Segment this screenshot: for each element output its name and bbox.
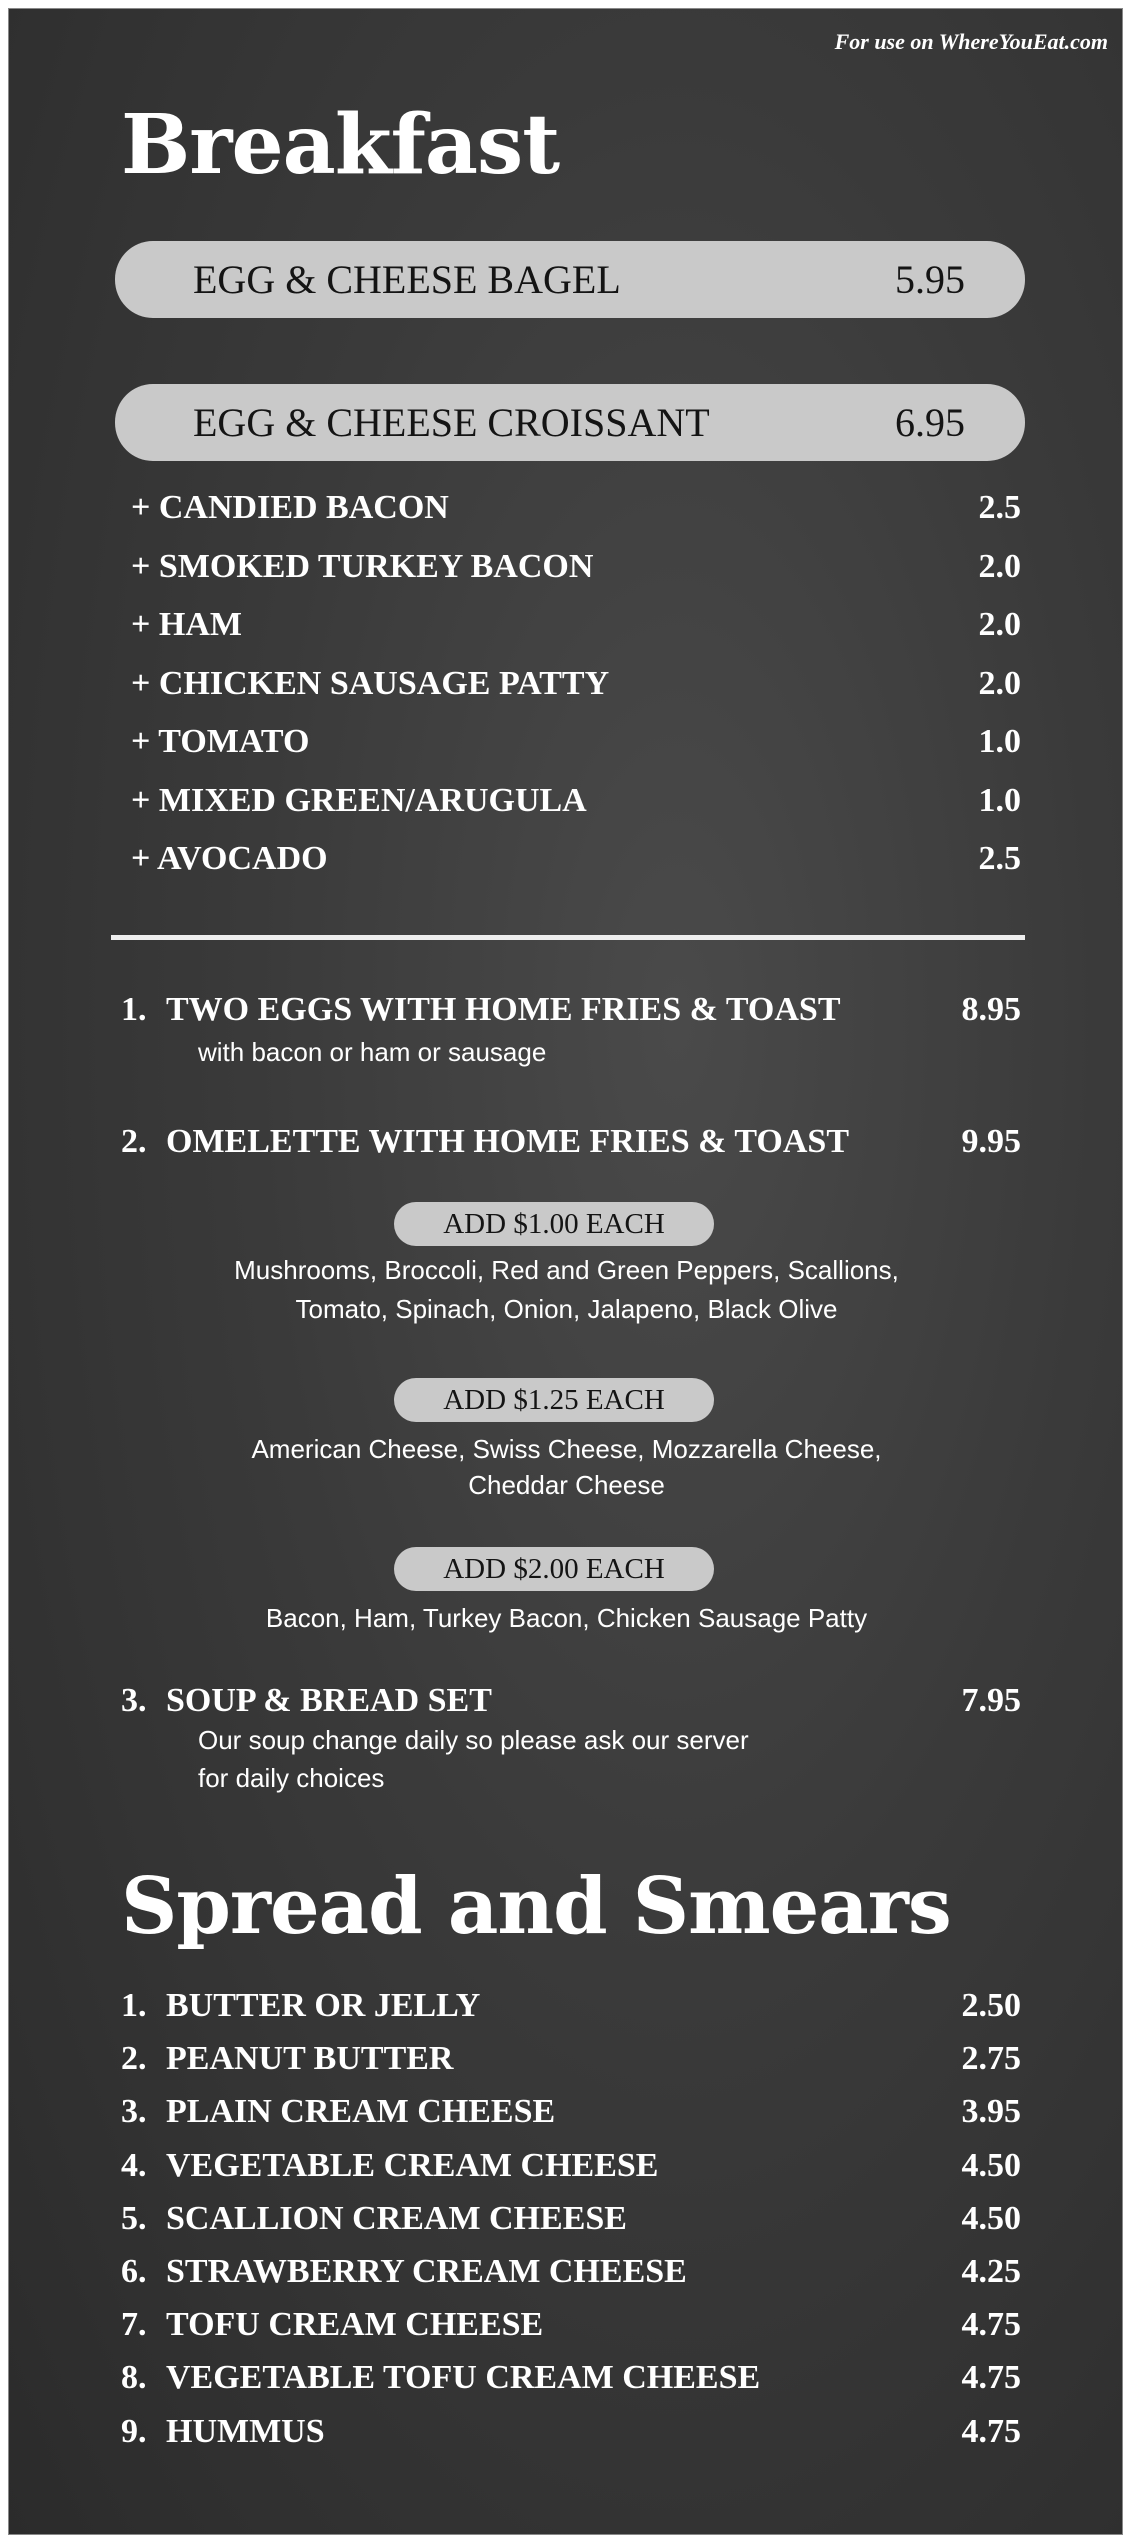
item-name: SCALLION CREAM CHEESE — [166, 2199, 627, 2237]
spread-item — [121, 2252, 1021, 2292]
item-description: Our soup change daily so please ask our server — [198, 1725, 749, 1755]
extras-list: Mushrooms, Broccoli, Red and Green Peppers, Scallions, — [234, 1255, 899, 1285]
addon-price: 1.0 — [978, 723, 1021, 760]
item-description: with bacon or ham or sausage — [198, 1037, 547, 1067]
item-number: 5. — [121, 2199, 147, 2237]
spread-item — [121, 2092, 1021, 2132]
item-price: 2.75 — [961, 2040, 1021, 2078]
spread-item — [121, 2412, 1021, 2452]
addon-row — [131, 605, 1021, 645]
extras-list: Bacon, Ham, Turkey Bacon, Chicken Sausage Patty — [265, 1603, 868, 1633]
item-number: 1. — [121, 1987, 147, 2024]
item-price: 2.50 — [961, 1987, 1021, 2024]
item-price: 7.95 — [961, 1682, 1021, 1719]
item-name: HUMMUS — [166, 2412, 325, 2450]
spread-item — [121, 1986, 1021, 2026]
item-number: 6. — [121, 2253, 147, 2290]
item-number: 4. — [121, 2146, 147, 2184]
add-price-badge: ADD $1.25 EACH — [394, 1378, 714, 1422]
item-name: EGG & CHEESE BAGEL — [193, 257, 621, 302]
spread-item — [121, 2146, 1021, 2186]
menu-board — [8, 8, 1123, 2535]
addon-price: 2.0 — [978, 665, 1021, 702]
item-price: 8.95 — [961, 991, 1021, 1028]
item-name: EGG & CHEESE CROISSANT — [193, 400, 710, 445]
menu-item — [121, 1681, 1021, 1721]
item-number: 8. — [121, 2359, 147, 2397]
item-name: TOFU CREAM CHEESE — [166, 2306, 544, 2344]
item-number: 7. — [121, 2306, 147, 2344]
addon-price: 2.5 — [978, 489, 1021, 526]
addon-name: + TOMATO — [131, 723, 310, 760]
item-name: OMELETTE WITH HOME FRIES & TOAST — [166, 1123, 850, 1160]
addon-row — [131, 547, 1021, 587]
addon-name: + CHICKEN SAUSAGE PATTY — [131, 665, 610, 702]
item-number: 9. — [121, 2412, 147, 2450]
item-price: 4.75 — [961, 2359, 1021, 2397]
extras-list: Tomato, Spinach, Onion, Jalapeno, Black Olive — [295, 1294, 838, 1324]
item-number: 1. — [121, 991, 147, 1028]
breakfast-heading: Breakfast — [121, 97, 560, 193]
item-price: 4.50 — [961, 2199, 1021, 2237]
item-name: TWO EGGS WITH HOME FRIES & TOAST — [166, 991, 841, 1028]
featured-item — [115, 241, 1025, 318]
item-price: 3.95 — [961, 2093, 1021, 2131]
item-price: 4.50 — [961, 2146, 1021, 2184]
menu-item — [121, 1122, 1021, 1162]
spread-item — [121, 2199, 1021, 2239]
item-price: 4.75 — [961, 2306, 1021, 2344]
item-price: 5.95 — [895, 257, 965, 302]
item-name: VEGETABLE CREAM CHEESE — [166, 2146, 659, 2184]
addon-row — [131, 488, 1021, 528]
featured-item — [115, 384, 1025, 461]
spread-item — [121, 2039, 1021, 2079]
addon-name: + SMOKED TURKEY BACON — [131, 548, 594, 585]
item-number: 3. — [121, 2093, 147, 2131]
item-price: 6.95 — [895, 400, 965, 445]
item-number: 3. — [121, 1682, 147, 1719]
watermark: For use on WhereYouEat.com — [834, 29, 1108, 54]
addon-name: + CANDIED BACON — [131, 489, 449, 526]
item-name: VEGETABLE TOFU CREAM CHEESE — [166, 2359, 761, 2397]
extras-list: Cheddar Cheese — [468, 1470, 665, 1500]
add-price-badge: ADD $2.00 EACH — [394, 1547, 714, 1591]
item-name: PEANUT BUTTER — [166, 2040, 454, 2078]
add-price-badge: ADD $1.00 EACH — [394, 1202, 714, 1246]
divider — [111, 935, 1025, 940]
item-description: for daily choices — [198, 1763, 385, 1793]
item-price: 9.95 — [961, 1123, 1021, 1160]
addon-row — [131, 839, 1021, 879]
item-price: 4.75 — [961, 2412, 1021, 2450]
addon-name: + HAM — [131, 606, 242, 643]
spreads-heading: Spread and Smears — [121, 1861, 951, 1952]
addon-price: 2.0 — [978, 548, 1021, 585]
item-name: STRAWBERRY CREAM CHEESE — [166, 2253, 687, 2290]
item-price: 4.25 — [961, 2253, 1021, 2290]
spread-item — [121, 2305, 1021, 2345]
addon-price: 2.5 — [978, 840, 1021, 877]
addon-name: + AVOCADO — [131, 840, 328, 877]
item-name: SOUP & BREAD SET — [166, 1682, 492, 1719]
item-name: BUTTER OR JELLY — [166, 1987, 481, 2024]
item-number: 2. — [121, 1123, 147, 1160]
addon-row — [131, 781, 1021, 821]
extras-list: American Cheese, Swiss Cheese, Mozzarella Cheese, — [251, 1434, 882, 1464]
addon-price: 2.0 — [978, 606, 1021, 643]
addon-price: 1.0 — [978, 782, 1021, 819]
item-name: PLAIN CREAM CHEESE — [166, 2093, 556, 2131]
addon-name: + MIXED GREEN/ARUGULA — [131, 782, 587, 819]
item-number: 2. — [121, 2040, 147, 2078]
addon-row — [131, 722, 1021, 762]
addon-row — [131, 664, 1021, 704]
menu-item — [121, 990, 1021, 1030]
spread-item — [121, 2358, 1021, 2398]
